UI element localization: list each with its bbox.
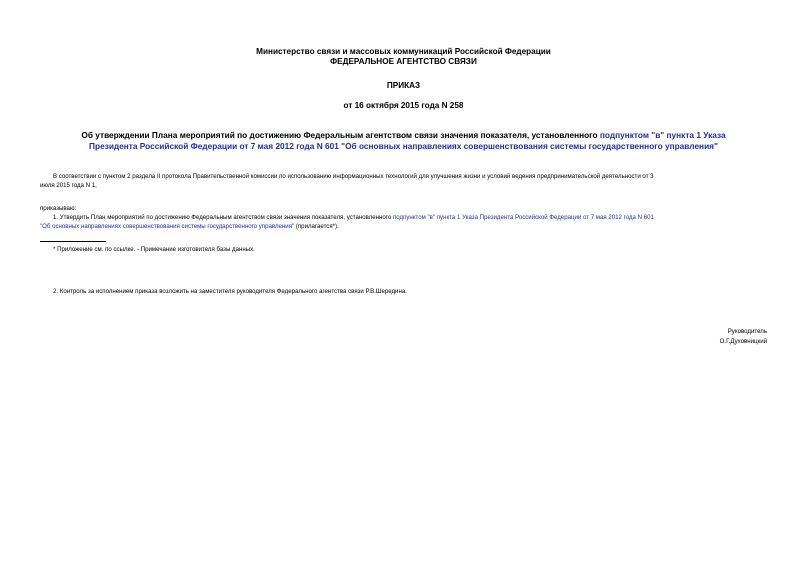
document-type: ПРИКАЗ	[386, 81, 421, 90]
document-title-line-1	[40, 130, 767, 141]
preamble-line-1: В соответствии с пунктом 2 раздела II протокола Правительственной комиссии по использованию информационных технологий для улучшения жизни и условий ведения предпринимательской деятельности от 3	[53, 173, 654, 180]
item-2: 2. Контроль за исполнением приказа возложить на заместителя руководителя Федерального агентства связи Р.В.Шередина.	[53, 288, 407, 295]
title-decree-link[interactable]: подпунктом "в" пункта 1 Указа	[599, 130, 726, 140]
document-date: от 16 октября 2015 года N 258	[343, 101, 464, 110]
agency-name: ФЕДЕРАЛЬНОЕ АГЕНТСТВО СВЯЗИ	[330, 57, 477, 66]
item-1-decree-link-continued[interactable]: "Об основных направлениях совершенствования системы государственного управления"	[40, 223, 295, 230]
title-decree-link-continued[interactable]: Президента Российской Федерации от 7 мая 2012 года N 601 "Об основных направлениях совершенствования системы государственного управления"	[89, 141, 718, 151]
item-1-line-2	[40, 222, 339, 231]
ministry-name: Министерство связи и массовых коммуникаций Российской Федерации	[256, 47, 551, 56]
preamble-line-2: июля 2015 года N 1,	[40, 182, 97, 189]
item-1-line-1	[53, 213, 654, 222]
footnote: * Приложение см. по ссылке. - Примечание изготовителя базы данных.	[53, 246, 255, 253]
signature-name: О.Г.Духовницкий	[719, 338, 767, 345]
item-1-text: 1. Утвердить План мероприятий по достижению Федеральным агентством связи значения показателя, установленного	[53, 214, 393, 221]
footnote-divider	[40, 241, 106, 242]
order-word: приказываю:	[40, 205, 77, 212]
document-title-line-2	[40, 141, 767, 152]
item-1-decree-link[interactable]: подпунктом "в" пункта 1 Указа Президента Российской Федерации от 7 мая 2012 года N 601	[392, 214, 654, 221]
title-text: Об утверждении Плана мероприятий по достижению Федеральным агентством связи значения показателя, установленного	[81, 130, 600, 140]
signature-position: Руководитель	[727, 328, 767, 335]
item-1-suffix: (прилагается*).	[294, 223, 339, 230]
